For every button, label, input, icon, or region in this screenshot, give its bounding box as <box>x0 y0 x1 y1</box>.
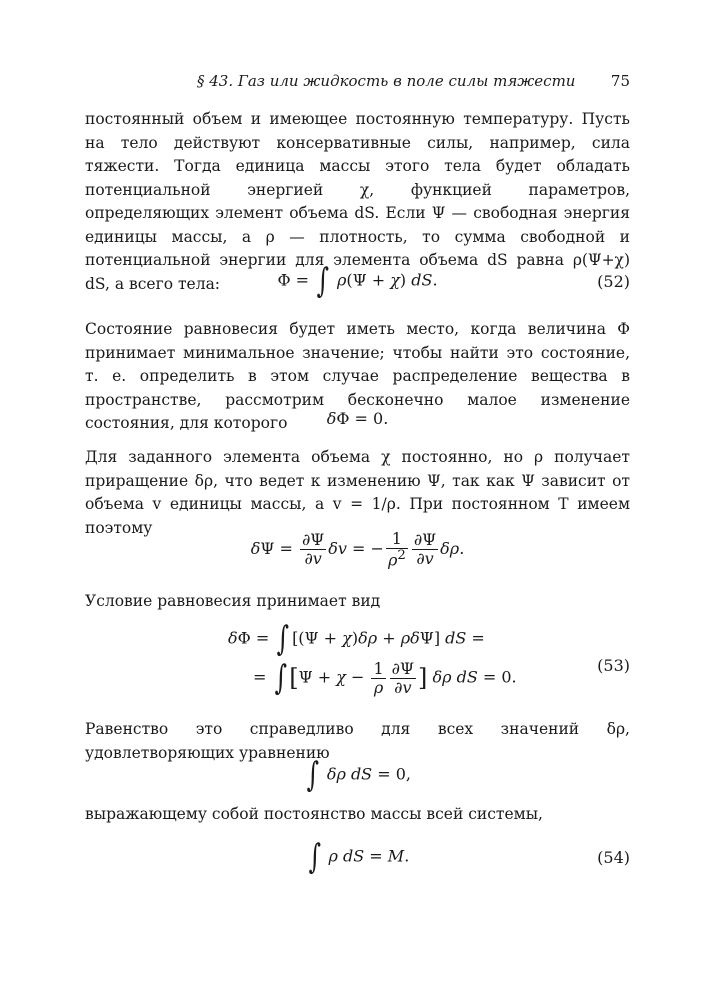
equation-54: ∫ ρ dS = M. (54) <box>308 837 630 877</box>
equation-number-53: (53) <box>597 656 630 675</box>
equation-delta-phi: δΦ = 0. <box>326 409 389 428</box>
equation-53: δΦ = ∫ [(Ψ + χ)δρ + ρδΨ] dS = = ∫ [Ψ + χ − $\frac{1}{\rho}$ $\frac{\partial\Psi}{\partial v}$ ] δρ dS = 0. (53) <box>228 619 630 699</box>
equation-number-54: (54) <box>597 848 630 867</box>
paragraph-1: постоянный объем и имеющее постоянную температуру. Пусть на тело действуют консервативные силы, например, сила тяжести. Тогда единица массы этого тела будет обладать потенциальной энергией χ, функцией параметров, определяющих элемент объема dS. Если Ψ — свободная энергия единицы массы, а ρ — плотность, то сумма свободной и потенциальной энергии для элемента объема dS равна ρ(Ψ+χ) dS, а всего тела: <box>85 110 630 293</box>
equation-delta-psi: δΨ = $\frac{\partial\Psi}{\partial v}$ δv = − $\frac{1}{\rho^2}$ $\frac{\partial\Psi}{\partial v}$ δρ. <box>250 529 465 569</box>
equation-mass-variation: ∫ δρ dS = 0, <box>306 755 411 795</box>
paragraph-2: Состояние равновесия будет иметь место, когда величина Φ принимает минимальное значение; чтобы найти это состояние, т. е. определить в этом случае распределение вещества в пространстве, рассмотрим бесконечно малое изменение состояния, для которого <box>85 320 630 432</box>
paragraph-4: Условие равновесия принимает вид <box>85 592 381 610</box>
paragraph-5: Равенство это справедливо для всех значений δρ, удовлетворяющих уравнению <box>85 720 630 762</box>
running-header <box>85 72 630 98</box>
equation-number-52: (52) <box>597 272 630 291</box>
equation-52: Φ = ∫ ρ(Ψ + χ) dS. (52) <box>277 261 630 301</box>
section-title: § 43. Газ или жидкость в поле силы тяжести <box>197 72 576 90</box>
paragraph-6: выражающему собой постоянство массы всей системы, <box>85 805 543 823</box>
paragraph-3: Для заданного элемента объема χ постоянно, но ρ получает приращение δρ, что ведет к изменению Ψ, так как Ψ зависит от объема v единицы массы, а v = 1/ρ. При постоянном T имеем поэтому <box>85 448 630 537</box>
page-number: 75 <box>610 72 630 90</box>
